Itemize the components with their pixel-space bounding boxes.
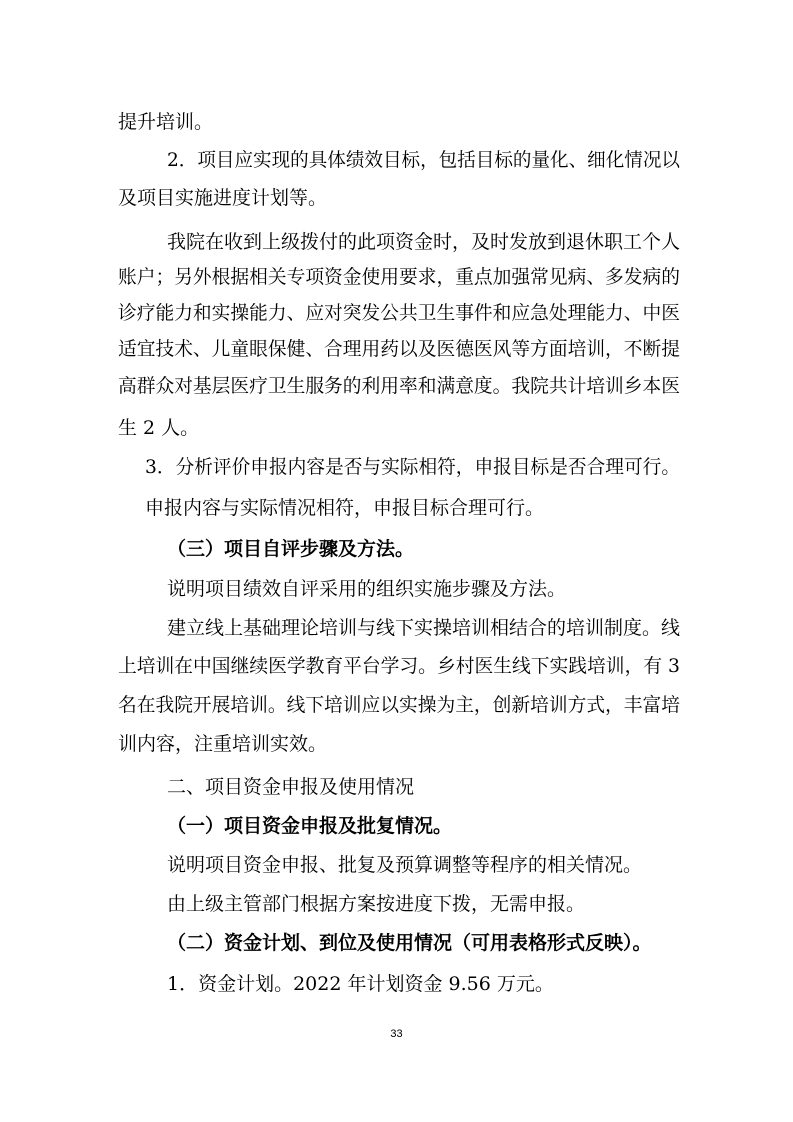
text-line: 账户；另外根据相关专项资金使用要求，重点加强常见病、多发病的 (118, 266, 680, 288)
text-line: 诊疗能力和实操能力、应对突发公共卫生事件和应急处理能力、中医 (118, 302, 680, 324)
text-line: 提升培训。 (118, 111, 214, 133)
section-heading: 二、项目资金申报及使用情况 (167, 776, 415, 798)
text-line: 建立线上基础理论培训与线下实操培训相结合的培训制度。线 (167, 617, 680, 639)
section-heading: （三）项目自评步骤及方法。 (167, 538, 415, 560)
text-line: 2．项目应实现的具体绩效目标，包括目标的量化、细化情况以 (167, 149, 680, 171)
text-line: 申报内容与实际情况相符，申报目标合理可行。 (145, 497, 545, 519)
page-number: 33 (390, 1028, 403, 1040)
text-line: 1．资金计划。2022 年计划资金 9.56 万元。 (167, 973, 554, 995)
text-line: 由上级主管部门根据方案按进度下拨，无需申报。 (167, 893, 586, 915)
text-line: 我院在收到上级拨付的此项资金时，及时发放到退休职工个人 (167, 231, 680, 253)
text-line: 说明项目资金申报、批复及预算调整等程序的相关情况。 (167, 854, 643, 876)
text-line: 适宜技术、儿童眼保健、合理用药以及医德医风等方面培训，不断提 (118, 338, 680, 360)
text-line: 高群众对基层医疗卫生服务的利用率和满意度。我院共计培训乡本医 (118, 375, 680, 397)
text-line: 名在我院开展培训。线下培训应以实操为主，创新培训方式，丰富培 (118, 694, 680, 716)
text-line: 及项目实施进度计划等。 (118, 187, 328, 209)
section-heading: （一）项目资金申报及批复情况。 (167, 815, 453, 837)
section-heading: （二）资金计划、到位及使用情况（可用表格形式反映）。 (167, 932, 652, 954)
text-line: 3．分析评价申报内容是否与实际相符，申报目标是否合理可行。 (145, 456, 680, 478)
text-line: 上培训在中国继续医学教育平台学习。乡村医生线下实践培训，有 3 (118, 655, 680, 677)
text-line: 生 2 人。 (118, 417, 200, 439)
text-line: 说明项目绩效自评采用的组织实施步骤及方法。 (167, 578, 567, 600)
text-line: 训内容，注重培训实效。 (118, 733, 328, 755)
